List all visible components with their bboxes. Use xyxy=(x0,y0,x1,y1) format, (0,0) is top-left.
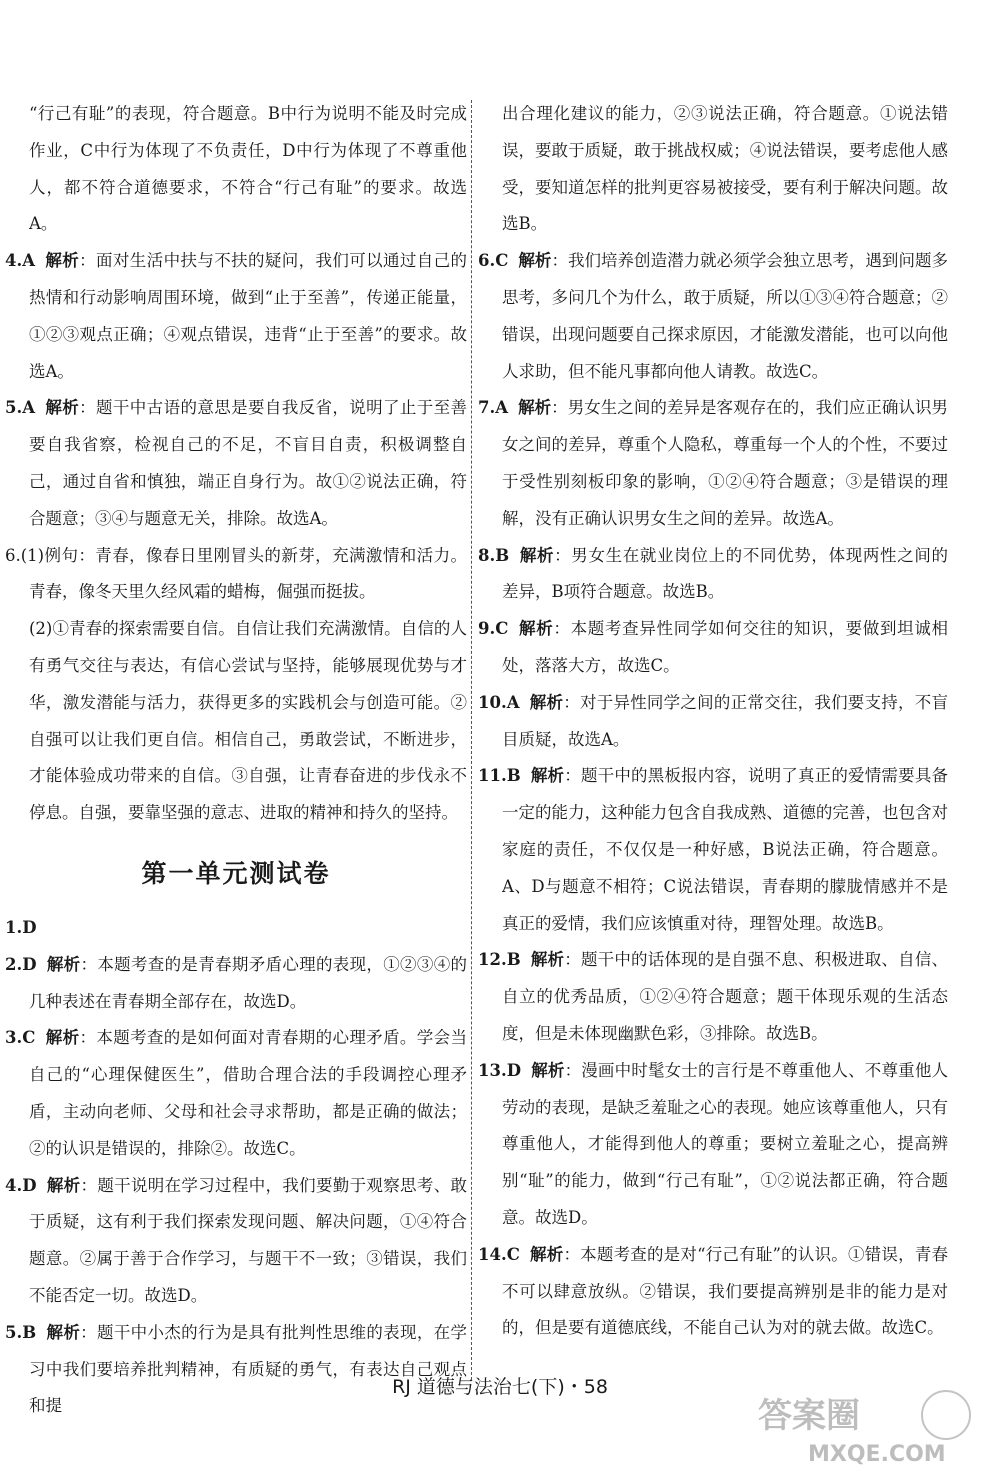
right-top-text: 出合理化建议的能力，②③说法正确，符合题意。①说法错误，要敢于质疑，敢于挑战权威；④说法错误，要考虑他人感受，要知道怎样的批判更容易被接受，要有利于解决问题。故选B。 xyxy=(502,104,948,234)
analysis-text: ：题干中小杰的行为是具有批判性思维的表现，在学习中我们要培养批判精神，有质疑的勇气，有表达自己观点和提 xyxy=(29,1322,468,1416)
answer-number: 11.B xyxy=(478,766,521,786)
left-column xyxy=(5,96,467,1425)
analysis-text: ：面对生活中扶与不扶的疑问，我们可以通过自己的热情和行动影响周围环境，做到“止于至善”，传递正能量，①②③观点正确；④观点错误，违背“止于至善”的要求。故选A。 xyxy=(29,251,468,381)
watermark-logo xyxy=(748,1385,978,1467)
answer-number: 2.D xyxy=(5,954,37,974)
analysis-label: 解析 xyxy=(519,545,555,565)
left-top-text: “行己有耻”的表现，符合题意。B中行为说明不能及时完成作业，C中行为体现了不负责任，D中行为体现了不尊重他人，都不符合道德要求，不符合“行己有耻”的要求。故选A。 xyxy=(29,104,467,234)
test-answer-2 xyxy=(5,947,467,1021)
answer-item-6-part2: (2)①青春的探索需要自信。自信让我们充满激情。自信的人有勇气交往与表达，有信心尝试与坚持，能够展现优势与才华，激发潜能与活力，获得更多的实践机会与创造可能。②自强可以让我们更自信。相信自己，勇敢尝试，不断进步，才能体验成功带来的自信。③自强，让青春奋进的步伐永不停息。自强，要靠坚强的意志、进取的精神和持久的坚持。 xyxy=(29,619,467,823)
answer-number: 12.B xyxy=(478,950,521,970)
answer-number: 9.C xyxy=(478,619,509,639)
answer-number: 4.A xyxy=(5,251,36,271)
analysis-label: 解析 xyxy=(45,398,80,418)
test-answer-1: 1.D xyxy=(5,917,37,937)
answer-item-5 xyxy=(5,390,467,537)
test-answer-3 xyxy=(5,1020,467,1167)
analysis-text: ：题干中古语的意思是要自我反省，说明了止于至善要自我省察，检视自己的不足，不盲目自责，积极调整自己，通过自省和慎独，端正自身行为。故①②说法正确，符合题意；③④与题意无关，排除。故选A。 xyxy=(29,398,468,528)
test-answer-7 xyxy=(478,390,948,537)
test-answer-13 xyxy=(478,1053,948,1237)
right-column xyxy=(478,96,948,1347)
analysis-label: 解析 xyxy=(529,1244,564,1264)
test-answer-12 xyxy=(478,942,948,1052)
analysis-label: 解析 xyxy=(530,766,565,786)
analysis-label: 解析 xyxy=(45,251,80,271)
answer-number: 6.C xyxy=(478,251,509,271)
page-footer: RJ 道德与法治七(下)・58 xyxy=(392,1376,608,1398)
watermark-text: 答案圈 xyxy=(758,1396,860,1436)
answer-item-6-part1: 6.(1)例句：青春，像春日里刚冒头的新芽，充满激情和活力。青春，像冬天里久经风霜的蜡梅，倔强而挺拔。 xyxy=(5,545,467,602)
answer-number: 14.C xyxy=(478,1244,520,1264)
test-answer-14 xyxy=(478,1237,948,1347)
analysis-label: 解析 xyxy=(518,619,554,639)
analysis-label: 解析 xyxy=(518,251,552,271)
analysis-text: ：男女生之间的差异是客观存在的，我们应正确认识男女之间的差异，尊重个人隐私，尊重每一个人的个性，不要过于受性别刻板印象的影响，①②④符合题意；③是错误的理解，没有正确认识男女生之间的差异。故选A。 xyxy=(502,398,949,528)
answer-number: 4.D xyxy=(5,1175,37,1195)
test-answer-9 xyxy=(478,611,948,685)
test-answer-8 xyxy=(478,538,948,612)
answer-number: 10.A xyxy=(478,692,520,712)
analysis-text: ：本题考查的是青春期矛盾心理的表现，①②③④的几种表述在青春期全部存在，故选D。 xyxy=(29,954,468,1011)
analysis-label: 解析 xyxy=(518,398,552,418)
test-answer-11 xyxy=(478,758,948,942)
analysis-label: 解析 xyxy=(531,1060,565,1080)
test-answer-5 xyxy=(5,1315,467,1425)
analysis-label: 解析 xyxy=(46,1322,81,1342)
analysis-text: ：漫画中时髦女士的言行是不尊重他人、不尊重他人劳动的表现，是缺乏羞耻之心的表现。她应该尊重他人，只有尊重他人，才能得到他人的尊重；要树立羞耻之心，提高辨别“耻”的能力，做到“行己有耻”，①②说法都正确，符合题意。故选D。 xyxy=(502,1060,949,1227)
analysis-text: ：本题考查异性同学如何交往的知识，要做到坦诚相处，落落大方，故选C。 xyxy=(502,619,949,675)
answer-number: 3.C xyxy=(5,1028,36,1048)
analysis-text: ：男女生在就业岗位上的不同优势，体现两性之间的差异，B项符合题意。故选B。 xyxy=(502,545,949,602)
answer-number: 5.A xyxy=(5,398,36,418)
analysis-label: 解析 xyxy=(45,1028,80,1048)
analysis-text: ：本题考查的是对“行己有耻”的认识。①错误，青春不可以肆意放纵。②错误，我们要提高辨别是非的能力是对的，但是要有道德底线，不能自己认为对的就去做。故选C。 xyxy=(502,1244,948,1338)
answer-number: 8.B xyxy=(478,545,510,565)
analysis-text: ：题干说明在学习过程中，我们要勤于观察思考、敢于质疑，这有利于我们探索发现问题、解决问题，①④符合题意。②属于善于合作学习，与题干不一致；③错误，我们不能否定一切。故选D。 xyxy=(29,1175,468,1305)
section-title: 第一单元测试卷 xyxy=(141,858,331,888)
analysis-label: 解析 xyxy=(46,954,81,974)
test-answer-6 xyxy=(478,243,948,390)
answer-number: 5.B xyxy=(5,1322,37,1342)
column-divider xyxy=(471,100,472,1380)
analysis-label: 解析 xyxy=(529,692,564,712)
answer-number: 7.A xyxy=(478,398,509,418)
analysis-label: 解析 xyxy=(530,950,565,970)
test-answer-10 xyxy=(478,685,948,759)
answer-number: 13.D xyxy=(478,1060,522,1080)
analysis-text: ：题干中的话体现的是自强不息、积极进取、自信、自立的优秀品质，①②④符合题意；题干体现乐观的生活态度，但是未体现幽默色彩，③排除。故选B。 xyxy=(502,950,949,1043)
analysis-text: ：题干中的黑板报内容，说明了真正的爱情需要具备一定的能力，这种能力包含自我成熟、道德的完善，也包含对家庭的责任，不仅仅是一种好感，B说法正确，符合题意。A、D与题意不相符；C说法错误，青春期的朦胧情感并不是真正的爱情，我们应该慎重对待，理智处理。故选B。 xyxy=(502,766,949,933)
test-answer-4 xyxy=(5,1168,467,1315)
analysis-text: ：我们培养创造潜力就必须学会独立思考，遇到问题多思考，多问几个为什么，敢于质疑，所以①③④符合题意；②错误，出现问题要自己探求原因，才能激发潜能，也可以向他人求助，但不能凡事都向他人请教。故选C。 xyxy=(502,251,949,381)
watermark-url: MXQE.COM xyxy=(808,1442,946,1467)
analysis-text: ：本题考查的是如何面对青春期的心理矛盾。学会当自己的“心理保健医生”，借助合理合法的手段调控心理矛盾，主动向老师、父母和社会寻求帮助，都是正确的做法；②的认识是错误的，排除②。故选C。 xyxy=(29,1028,468,1158)
analysis-text: ：对于异性同学之间的正常交往，我们要支持，不盲目质疑，故选A。 xyxy=(502,692,949,749)
answer-item-4 xyxy=(5,243,467,390)
analysis-label: 解析 xyxy=(46,1175,81,1195)
